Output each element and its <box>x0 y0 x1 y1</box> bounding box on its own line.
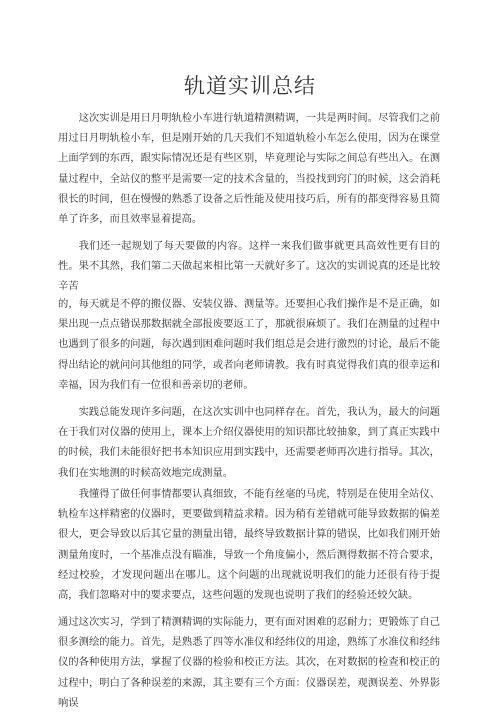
paragraph-5: 我懂得了做任何事情都要认真细致，不能有丝毫的马虎，特别是在使用全站仪、轨检车这样精密的仪器时，更要做到精益求精。因为稍有差错就可能导致数据的偏差很大，更会导致以后其它量的测量出错，最终导致数据计算的错误，比如我们刚开始测量角度时，一个基准点没有瞄准，导致一个角度偏小，然后测得数据不符合要求，经过校验，才发现问题出在哪儿。这个问题的出现就说明我们的能力还很有待于提高，我们忽略对中的要求要点，这些问题的发现也说明了我们的经验还较欠缺。 <box>58 488 440 602</box>
paragraph-4: 实践总能发现许多问题，在这次实训中也同样存在。首先，我认为，最大的问题在于我们对仪器的使用上，课本上介绍仪器使用的知识都比较抽象，到了真正实践中的时候，我们未能很好把书本知识应用到实践中，还需要老师再次进行指导。其次，我们在实地测的时候高效地完成测量。 <box>58 406 440 479</box>
paragraph-3: 的，每天就是不停的搬仪器、安装仪器、测量等。还要担心我们操作是不是正确，如果出现一点点错误那数据就全部报废要返工了，那就很麻烦了。我们在测量的过程中也遇到了很多的问题，每次遇到困难问题时我们组总是会进行激烈的讨论，最后不能得出结论的就问问其他组的同学，或者向老师请教。我有时真觉得我们真的很幸运和幸福，因为我们有一位很和善亲切的老师。 <box>58 298 440 391</box>
paragraph-6: 通过这次实习，学到了精测精调的实际能力，更有面对困难的忍耐力；更锻炼了自己很多测绘的能力。首先，是熟悉了四等水准仪和经纬仪的用途，熟练了水准仪和经纬仪的各种使用方法，掌握了仪器的检验和校正方法。其次，在对数据的检查和校正的过程中，明白了各种误差的来源，其主要有三个方面：仪器误差，观测误差、外界影响误 <box>58 616 440 709</box>
paragraph-2: 我们还一起规划了每天要做的内容。这样一来我们做事就更具高效性更有目的性。果不其然，我们第二天做起来相比第一天就好多了。这次的实训说真的还是比较辛苦 <box>58 240 440 293</box>
document-title: 轨道实训总结 <box>184 74 316 98</box>
paragraph-1: 这次实训是用日月明轨检小车进行轨道精测精调，一共是两时间。尽管我们之前用过日月明轨检小车，但是刚开始的几天我们不知道轨检小车怎么使用，因为在课堂上面学到的东西，跟实际情况还是有些区别，毕竟理论与实际之间总有些出入。在测量过程中，全站仪的整平是需要一定的技术含量的，当投找到窍门的时候，这会消耗很长的时间，但在慢慢的熟悉了设备之后性能及使用技巧后，所有的都变得容易且简单了许多，而且效率显着提高。 <box>58 112 440 226</box>
